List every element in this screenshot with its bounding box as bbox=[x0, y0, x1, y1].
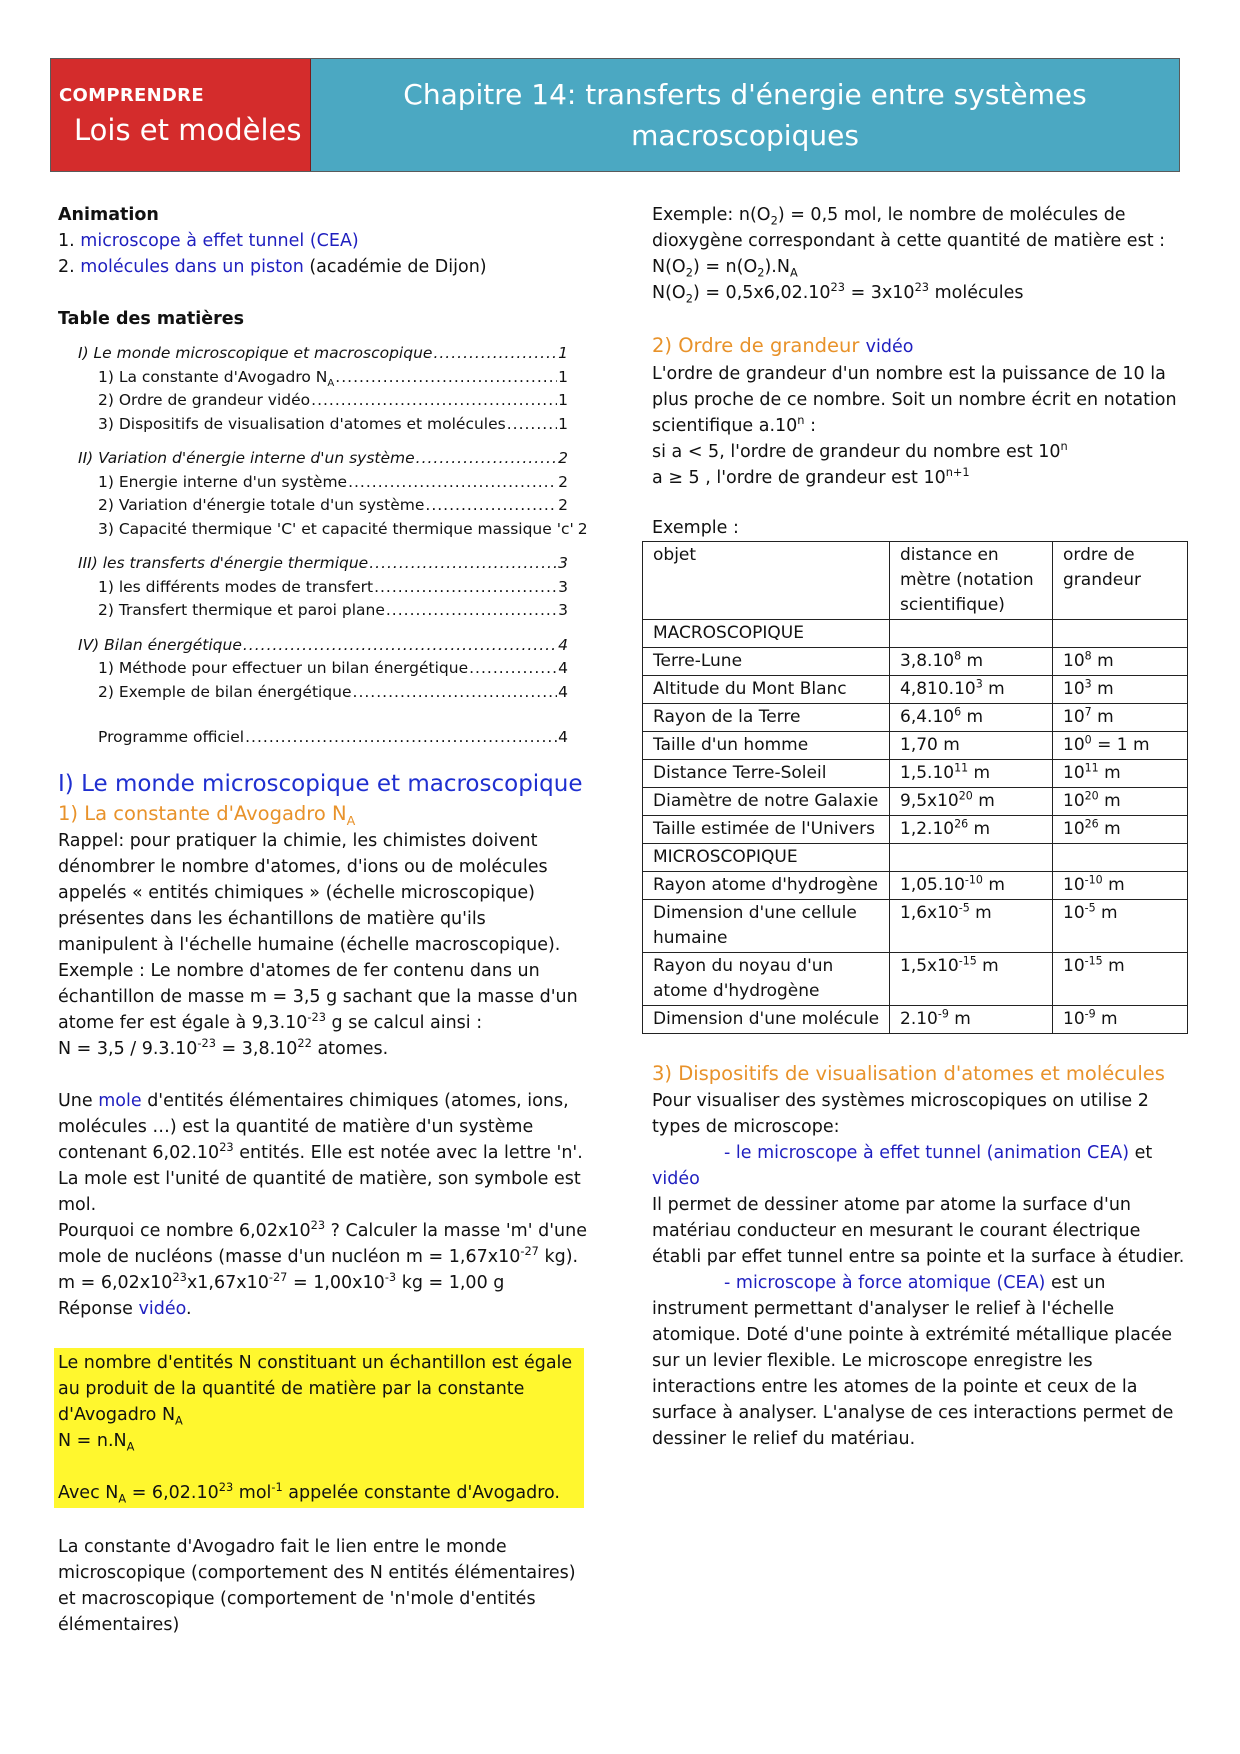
table-row: Diamètre de notre Galaxie $9,5x10^{20}$ m $10^{20}$ m bbox=[643, 788, 1188, 816]
order-of-magnitude-table bbox=[642, 541, 1188, 1034]
animation-item-2: 2. molécules dans un piston (académie de Dijon) bbox=[58, 257, 487, 277]
o2-calc: $N(O_2) = 0,5x6,02.10^{23} = 3x10^{23}$ molécules bbox=[652, 280, 1024, 306]
toc-entry[interactable]: 1) Energie interne d'un système ..... 2 bbox=[78, 471, 568, 495]
table-row: Distance Terre-Soleil 1,5.10$^{11}$ m $10^{11}$ m bbox=[643, 760, 1188, 788]
mole-definition: Une mole d'entités élémentaires chimiques (atomes, ions, molécules …) est la quantité de matière d'un système contenant 6,02.10$^{23}$ entités. Elle est notée avec la lettre 'n'. La mole est l'unité de quantité de matière, son symbole est mol. bbox=[58, 1090, 583, 1215]
animation-link-stm[interactable]: microscope à effet tunnel (CEA) bbox=[80, 231, 359, 251]
category-banner bbox=[51, 59, 311, 171]
mass-calc: $m = 6,02x10^{23}x1,67x10^{-27} = 1,00x10^{-3}$ kg = 1,00 g bbox=[58, 1269, 505, 1293]
ordre-heading: 2) Ordre de grandeur vidéo bbox=[652, 334, 914, 357]
toc-entry[interactable]: 2) Variation d'énergie totale d'un système ..... 2 bbox=[78, 494, 568, 518]
table-section-row: MACROSCOPIQUE bbox=[643, 620, 1188, 648]
ordre-video-link[interactable]: vidéo bbox=[865, 337, 914, 357]
toc-entry[interactable]: III) les transferts d'énergie thermique ..... 3 bbox=[78, 552, 568, 576]
stm-link[interactable]: microscope à effet tunnel (animation CEA) bbox=[757, 1143, 1130, 1163]
o2-example: Exemple: $n(O_2) = 0,5$ mol, le nombre de molécules de dioxygène correspondant à cette quantité de matière est : bbox=[652, 205, 1166, 251]
chapter-title-banner bbox=[311, 59, 1179, 171]
table-of-contents bbox=[78, 342, 588, 750]
pourquoi-question: Pourquoi ce nombre $6,02x10^{23}$ ? Calculer la masse 'm' d'une mole de nucléons (masse d'un nucléon $m = 1,67x10^{-27}$ kg). bbox=[58, 1217, 587, 1267]
animation-link-piston[interactable]: molécules dans un piston bbox=[80, 257, 304, 277]
afm-link[interactable]: microscope à force atomique (CEA) bbox=[735, 1273, 1046, 1293]
table-header-row: objet distance en mètre (notation scientifique) ordre de grandeur bbox=[643, 542, 1188, 620]
dispositifs-intro: Pour visualiser des systèmes microscopiques on utilise 2 types de microscope: bbox=[652, 1091, 1149, 1137]
left-column bbox=[58, 202, 588, 1638]
toc-entry[interactable]: 2) Exemple de bilan énergétique ..... 4 bbox=[78, 681, 568, 705]
chapter-header bbox=[50, 58, 1180, 172]
category-subtitle: Lois et modèles bbox=[74, 113, 302, 147]
avogadro-highlight-box: Le nombre d'entités N constituant un échantillon est égale au produit de la quantité de matière par la constante d'Avogadro $N_A$ $N = n.N_A$ Avec $N_A = 6,02.10^{23}$ mol$^{-1}$ appelée constante d'Avogadro. bbox=[54, 1348, 584, 1508]
afm-item: - microscope à force atomique (CEA) est un instrument permettant d'analyser le relief à l'échelle atomique. Doté d'une pointe à extrémité métallique placée sur un levier flexible. Le microscope enregistre les interactions entre les atomes de la pointe et ceux de la surface à analyser. L'analyse de ces interactions permet de dessiner le relief du matériau. bbox=[652, 1273, 1174, 1449]
toc-entry[interactable]: 3) Capacité thermique 'C' et capacité thermique massique 'c' 2 bbox=[98, 519, 588, 538]
section-1-title: I) Le monde microscopique et macroscopique bbox=[58, 770, 583, 797]
category-label: COMPRENDRE bbox=[59, 85, 204, 106]
table-row: Taille estimée de l'Univers 1,2.10$^{26}$ m $10^{26}$ m bbox=[643, 816, 1188, 844]
table-row: Dimension d'une molécule $2.10^{-9}$ m $10^{-9}$ m bbox=[643, 1006, 1188, 1034]
ordre-rule-greater: a ≥ 5 , l'ordre de grandeur est $10^{n+1}$ bbox=[652, 465, 970, 488]
table-row: Dimension d'une cellule humaine $1,6x10^{-5}$ m $10^{-5}$ m bbox=[643, 900, 1188, 953]
table-row: Altitude du Mont Blanc 4,810.10$^3$ m $10^3$ m bbox=[643, 676, 1188, 704]
toc-entry[interactable]: 3) Dispositifs de visualisation d'atomes et molécules ..... 1 bbox=[78, 413, 568, 437]
calc-fer: $N = 3,5 / 9.3.10^{-23} = 3,8.10^{22}$ atomes. bbox=[58, 1035, 389, 1059]
toc-entry[interactable]: Programme officiel ..... 4 bbox=[78, 726, 568, 750]
toc-entry[interactable]: 1) La constante d'Avogadro $N_A$ ..... 1 bbox=[78, 366, 568, 390]
ordre-rule-less: si a < 5, l'ordre de grandeur du nombre est 10$^n$ bbox=[652, 439, 1068, 462]
ordre-definition: L'ordre de grandeur d'un nombre est la puissance de 10 la plus proche de ce nombre. Soit un nombre écrit en notation scientifique a.10$^n$ : bbox=[652, 364, 1177, 436]
table-row: Terre-Lune 3,8.10$^8$ m $10^8$ m bbox=[643, 648, 1188, 676]
stm-video-link[interactable]: vidéo bbox=[652, 1169, 700, 1189]
rappel-paragraph: Rappel: pour pratiquer la chimie, les chimistes doivent dénombrer le nombre d'atomes, d'ions ou de molécules appelés « entités chimiques » (échelle microscopique) présentes dans les échantillons de matière qu'ils manipulent à l'échelle humaine (échelle macroscopique). bbox=[58, 830, 561, 955]
reponse-line: Réponse vidéo. bbox=[58, 1298, 192, 1319]
animation-heading: Animation bbox=[58, 205, 159, 225]
reponse-video-link[interactable]: vidéo bbox=[138, 1298, 186, 1319]
toc-entry[interactable]: II) Variation d'énergie interne d'un système ..... 2 bbox=[78, 447, 568, 471]
table-row: Rayon de la Terre 6,4.10$^6$ m $10^7$ m bbox=[643, 704, 1188, 732]
exemple-label: Exemple : bbox=[652, 518, 739, 538]
chapter-title: Chapitre 14: transferts d'énergie entre systèmes macroscopiques bbox=[403, 78, 1087, 152]
toc-entry[interactable]: I) Le monde microscopique et macroscopique ..... 1 bbox=[78, 342, 568, 366]
toc-entry[interactable]: 1) Méthode pour effectuer un bilan énergétique ..... 4 bbox=[78, 657, 568, 681]
table-row: Rayon atome d'hydrogène $1,05.10^{-10}$ m $10^{-10}$ m bbox=[643, 872, 1188, 900]
avogadro-conclusion: La constante d'Avogadro fait le lien entre le monde microscopique (comportement des N entités élémentaires) et macroscopique (comportement de 'n'mole d'entités élémentaires) bbox=[58, 1536, 576, 1635]
avogadro-heading: 1) La constante d'Avogadro $N_A$ bbox=[58, 801, 356, 828]
table-row: Taille d'un homme 1,70 m $10^0 = 1$ m bbox=[643, 732, 1188, 760]
toc-entry[interactable]: 1) les différents modes de transfert ..... 3 bbox=[78, 576, 568, 600]
mole-link[interactable]: mole bbox=[98, 1090, 142, 1111]
table-section-row: MICROSCOPIQUE bbox=[643, 844, 1188, 872]
right-column bbox=[652, 202, 1192, 1452]
toc-entry[interactable]: IV) Bilan énergétique ..... 4 bbox=[78, 634, 568, 658]
table-row: Rayon du noyau d'un atome d'hydrogène $1,5x10^{-15}$ m $10^{-15}$ m bbox=[643, 953, 1188, 1006]
animation-item-1: 1. microscope à effet tunnel (CEA) bbox=[58, 231, 359, 251]
dispositifs-heading: 3) Dispositifs de visualisation d'atomes et molécules bbox=[652, 1062, 1165, 1085]
stm-item: - le microscope à effet tunnel (animation CEA) et bbox=[724, 1143, 1153, 1163]
toc-heading: Table des matières bbox=[58, 309, 245, 329]
exemple-fer: Exemple : Le nombre d'atomes de fer contenu dans un échantillon de masse m = 3,5 g sachant que la masse d'un atome fer est égale à $9,3.10^{-23}$ g se calcul ainsi : bbox=[58, 960, 578, 1033]
stm-description: Il permet de dessiner atome par atome la surface d'un matériau conducteur en mesurant le courant électrique établi par effet tunnel entre sa pointe et la surface à étudier. bbox=[652, 1195, 1185, 1267]
toc-entry[interactable]: 2) Ordre de grandeur vidéo ..... 1 bbox=[78, 389, 568, 413]
toc-entry[interactable]: 2) Transfert thermique et paroi plane ..... 3 bbox=[78, 599, 568, 623]
o2-formula: $N(O_2) = n(O_2).N_A$ bbox=[652, 257, 798, 280]
